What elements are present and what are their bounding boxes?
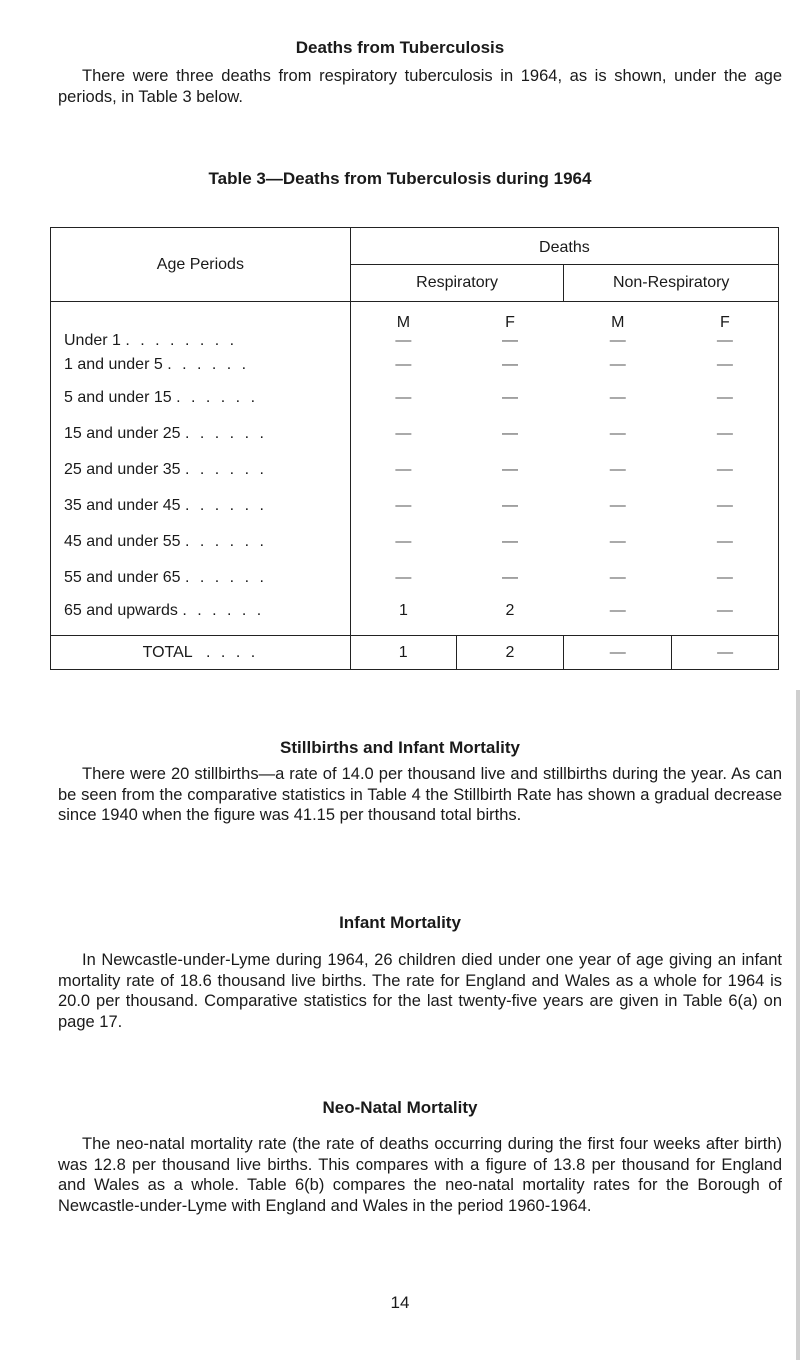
header-non-respiratory: Non-Respiratory <box>564 265 779 302</box>
leader-dots: . . . . . . . . <box>125 331 238 349</box>
row-label: 65 and upwards <box>64 601 178 619</box>
table-cell: — <box>672 488 779 524</box>
sex-label: F <box>672 302 779 332</box>
total-label: TOTAL <box>142 643 193 661</box>
sex-label: F <box>505 313 515 331</box>
table-cell: — <box>609 496 626 514</box>
page-number: 14 <box>390 1293 410 1312</box>
table-cell: — <box>609 460 626 478</box>
sex-label: M <box>396 313 411 331</box>
row-label: 25 and under 35 <box>64 460 181 478</box>
table-cell: — <box>501 331 518 349</box>
table-cell: 2 <box>456 636 564 670</box>
neonatal-mortality-paragraph: The neo-natal mortality rate (the rate of deaths occurring during the first four weeks after birth) was 12.8 per thousand live births. This compares with a figure of 13.8 per thousand for England and Wales as a whole. Table 6(b) compares the neo-natal mortality rates for the Borough of Newcastle-under-Lyme with England and Wales in the period 1960-1964. <box>58 1135 782 1215</box>
table-cell: — <box>501 355 518 373</box>
table-cell: — <box>672 636 779 670</box>
table-cell: — <box>609 424 626 442</box>
row-label: Under 1 <box>64 331 121 349</box>
leader-dots: . . . . . . <box>185 424 267 442</box>
table-row <box>51 416 779 452</box>
table-cell: — <box>672 560 779 596</box>
row-label: 55 and under 65 <box>64 568 181 586</box>
table-cell: — <box>609 331 626 349</box>
row-label: 5 and under 15 <box>64 388 172 406</box>
table-row <box>51 524 779 560</box>
table-cell: — <box>395 568 412 586</box>
table-cell: — <box>609 568 626 586</box>
row-label: 1 and under 5 <box>64 355 163 373</box>
table-cell: — <box>672 524 779 560</box>
table-cell: — <box>501 388 518 406</box>
leader-dots: . . . . . . <box>176 388 259 406</box>
table-row <box>51 596 779 636</box>
table-cell: 1 <box>350 636 456 670</box>
header-respiratory: Respiratory <box>350 265 564 302</box>
table-cell: — <box>501 424 518 442</box>
table-cell: — <box>395 424 412 442</box>
sex-label: M <box>611 313 625 331</box>
leader-dots: . . . . . . <box>185 496 267 514</box>
leader-dots: . . . . <box>206 643 259 661</box>
leader-dots: . . . . . . <box>167 355 250 373</box>
table-row <box>51 332 779 350</box>
table-cell: — <box>672 350 779 380</box>
table3-title: Table 3—Deaths from Tuberculosis during 1964 <box>208 169 592 188</box>
leader-dots: . . . . . . <box>185 460 267 478</box>
leader-dots: . . . . . . <box>185 568 267 586</box>
table-cell: — <box>672 332 779 350</box>
table-cell: 2 <box>505 601 515 619</box>
table-cell: — <box>609 388 626 406</box>
stillbirths-paragraph: There were 20 stillbirths—a rate of 14.0 per thousand live and stillbirths during the year. As can be seen from the comparative statistics in Table 4 the Stillbirth Rate has shown a gradual decrease since 1940 when the figure was 41.15 per thousand total births. <box>58 765 782 824</box>
leader-dots: . . . . . . <box>185 532 267 550</box>
table-cell: — <box>672 416 779 452</box>
table-cell: — <box>395 355 412 373</box>
table-cell: — <box>395 388 412 406</box>
row-label: 35 and under 45 <box>64 496 181 514</box>
table-cell: — <box>672 452 779 488</box>
table-cell: — <box>672 596 779 636</box>
table-cell: — <box>395 460 412 478</box>
table-row <box>51 560 779 596</box>
table-row <box>51 488 779 524</box>
table-cell: — <box>672 380 779 416</box>
table-row <box>51 350 779 380</box>
table-cell: — <box>609 601 626 619</box>
tb-heading: Deaths from Tuberculosis <box>295 38 505 57</box>
table-cell: 1 <box>398 601 408 619</box>
total-row <box>51 636 779 670</box>
page-edge-shadow <box>796 690 800 1360</box>
table-cell: — <box>501 532 518 550</box>
header-age-periods: Age Periods <box>51 228 351 302</box>
neonatal-mortality-heading: Neo-Natal Mortality <box>322 1098 478 1117</box>
tuberculosis-deaths-table <box>50 227 779 670</box>
stillbirths-heading: Stillbirths and Infant Mortality <box>280 738 520 757</box>
table-cell: — <box>501 460 518 478</box>
table-row <box>51 452 779 488</box>
table-cell: — <box>395 331 412 349</box>
header-deaths: Deaths <box>350 228 778 265</box>
table-cell: — <box>564 636 672 670</box>
table-cell: — <box>609 532 626 550</box>
table-cell: — <box>395 532 412 550</box>
infant-mortality-heading: Infant Mortality <box>339 913 461 932</box>
leader-dots: . . . . . . <box>182 601 265 619</box>
row-label: 15 and under 25 <box>64 424 181 442</box>
tb-intro-paragraph: There were three deaths from respiratory tuberculosis in 1964, as is shown, under the age periods, in Table 3 below. <box>58 67 782 106</box>
table-cell: — <box>609 355 626 373</box>
table-cell: — <box>501 496 518 514</box>
row-label: 45 and under 55 <box>64 532 181 550</box>
table-row <box>51 380 779 416</box>
table-cell: — <box>501 568 518 586</box>
table-cell: — <box>395 496 412 514</box>
infant-mortality-paragraph: In Newcastle-under-Lyme during 1964, 26 children died under one year of age giving an infant mortality rate of 18.6 thousand live births. The rate for England and Wales as a whole for 1964 is 20.0 per thousand. Comparative statistics for the last twenty-five years are given in Table 6(a) on page 17. <box>58 951 782 1031</box>
